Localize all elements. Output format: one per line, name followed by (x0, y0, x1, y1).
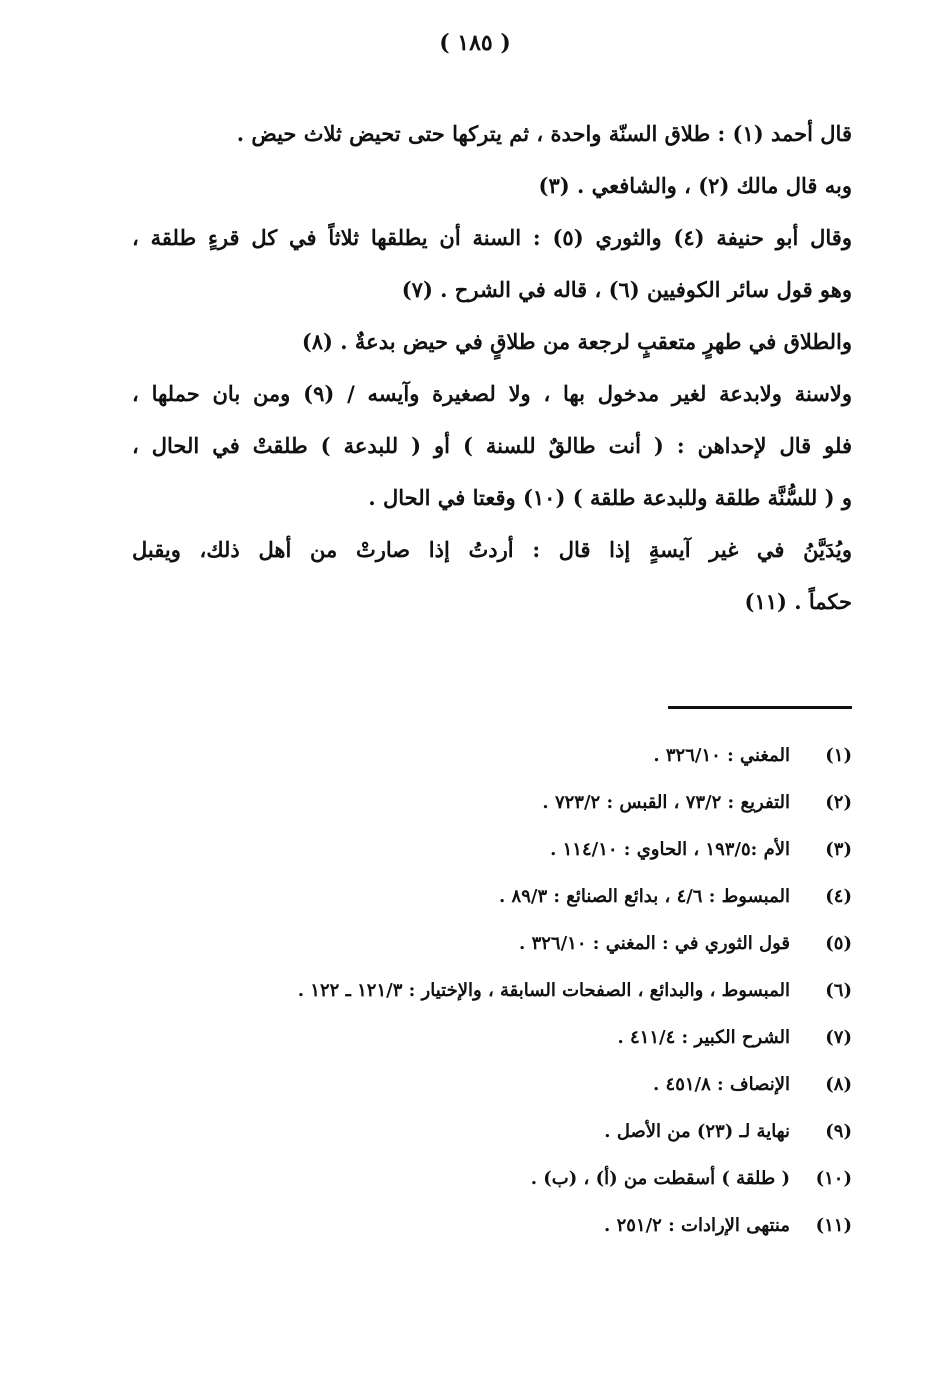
footnotes-list (152, 732, 852, 1249)
footnote-item (152, 732, 852, 779)
footnote-number: (٣) (825, 839, 852, 860)
footnote-text: منتهى الإرادات : ٢٥١/٢ . (604, 1215, 790, 1236)
footnote-number: (٧) (825, 1027, 852, 1048)
footnote-text: الأم :١٩٣/٥ ، الحاوي : ١١٤/١٠ . (550, 839, 790, 860)
footnote-item (152, 873, 852, 920)
footnote-item (152, 967, 852, 1014)
footnote-item (152, 1061, 852, 1108)
text-line-10: حكماً . (١١) (744, 589, 852, 614)
text-line-8: و ( للسُّنَّة طلقة وللبدعة طلقة ) (١٠) وقعتا في الحال . (368, 485, 852, 510)
footnote-number: (٥) (825, 933, 852, 954)
footnote-number: (١) (825, 745, 852, 766)
page-number: ( ١٨٥ ) (439, 30, 511, 56)
text-line-6: ولاسنة ولابدعة لغير مدخول بها ، ولا لصغيرة وآيسه / (٩) ومن بان حملها ، (132, 381, 852, 406)
footnote-text: المغني : ٣٢٦/١٠ . (653, 745, 790, 766)
footnote-number: (٩) (825, 1121, 852, 1142)
text-line-7: فلو قال لإحداهن : ( أنت طالقٌ للسنة ) أو ( للبدعة ) طلقتْ في الحال ، (132, 433, 852, 458)
footnote-item (152, 1108, 852, 1155)
main-text (132, 108, 852, 628)
footnote-number: (١١) (815, 1215, 852, 1236)
footnote-number: (١٠) (815, 1168, 852, 1189)
footnote-number: (٢) (825, 792, 852, 813)
footnote-text: المبسوط ، والبدائع ، الصفحات السابقة ، والإختيار : ١٢١/٣ ـ ١٢٢ . (297, 980, 790, 1001)
footnote-text: المبسوط : ٤/٦ ، بدائع الصنائع : ٨٩/٣ . (499, 886, 790, 907)
footnote-item (152, 779, 852, 826)
footnote-text: التفريع : ٧٣/٢ ، القبس : ٧٢٣/٢ . (542, 792, 790, 813)
footnote-text: قول الثوري في : المغني : ٣٢٦/١٠ . (519, 933, 790, 954)
footnote-number: (٨) (825, 1074, 852, 1095)
footnote-item (152, 1014, 852, 1061)
footnote-item (152, 1202, 852, 1249)
footnote-number: (٤) (825, 886, 852, 907)
footnote-item (152, 1155, 852, 1202)
footnote-item (152, 920, 852, 967)
text-line-4: وهو قول سائر الكوفيين (٦) ، قاله في الشرح . (٧) (401, 277, 852, 302)
text-line-9: ويُدَيَّنُ في غير آيسةٍ إذا قال : أردتُ إذا صارتْ من أهل ذلك، ويقبل (132, 537, 852, 562)
footnote-text: نهاية لـ (٢٣) من الأصل . (604, 1121, 790, 1142)
text-line-5: والطلاق في طهرٍ متعقبٍ لرجعة من طلاقٍ في حيض بدعةٌ . (٨) (301, 329, 852, 354)
footnote-text: ( طلقة ) أسقطت من (أ) ، (ب) . (530, 1168, 790, 1189)
footnote-text: الشرح الكبير : ٤١١/٤ . (617, 1027, 790, 1048)
footnote-text: الإنصاف : ٤٥١/٨ . (652, 1074, 790, 1095)
footnote-number: (٦) (825, 980, 852, 1001)
text-line-2: وبه قال مالك (٢) ، والشافعي . (٣) (538, 173, 852, 198)
footnote-item (152, 826, 852, 873)
text-line-3: وقال أبو حنيفة (٤) والثوري (٥) : السنة أن يطلقها ثلاثاً في كل قرءٍ طلقة ، (132, 225, 852, 250)
text-line-1: قال أحمد (١) : طلاق السنّة واحدة ، ثم يتركها حتى تحيض ثلاث حيض . (236, 121, 852, 146)
footnote-divider (668, 706, 852, 709)
